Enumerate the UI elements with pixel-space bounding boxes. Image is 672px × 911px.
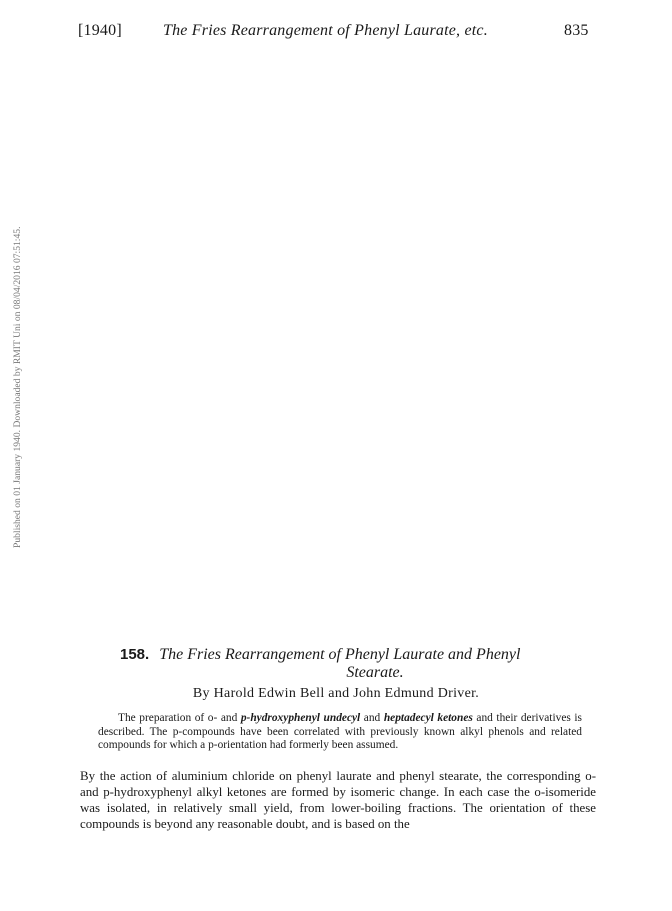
article-authors: By Harold Edwin Bell and John Edmund Driver.	[192, 686, 480, 701]
running-header-year: [1940]	[78, 22, 122, 39]
abstract-compound-2: heptadecyl ketones	[383, 712, 473, 724]
page-number: 835	[564, 22, 589, 39]
abstract	[98, 712, 582, 753]
article-title	[120, 646, 590, 682]
abstract-compound-1: p-hydroxyphenyl undecyl	[240, 712, 361, 724]
abstract-text-1: The preparation of o- and	[118, 712, 241, 724]
abstract-text-3: and their derivatives is described. The p-compounds have been correlated with previously known alkyl phenols and related compounds for which a p-orientation had formerly been assumed.	[98, 712, 582, 751]
download-watermark: Published on 01 January 1940. Downloaded by RMIT Uni on 08/04/2016 07:51:45.	[12, 226, 23, 548]
body-paragraph: By the action of aluminium chloride on phenyl laurate and phenyl stearate, the corresponding o- and p-hydroxyphenyl alkyl ketones are formed by isomeric change. In each case the o-isomeride was isolated, in relatively small yield, from lower-boiling fractions. The orientation of these compounds is beyond any reasonable doubt, and is based on the	[80, 769, 596, 831]
running-header-title: The Fries Rearrangement of Phenyl Laurate, etc.	[163, 22, 488, 39]
article-title-line2: Stearate.	[346, 664, 404, 681]
article-number: 158.	[120, 646, 150, 663]
article-title-line1: The Fries Rearrangement of Phenyl Laurate and Phenyl	[159, 646, 521, 663]
abstract-text-2: and	[360, 712, 384, 724]
